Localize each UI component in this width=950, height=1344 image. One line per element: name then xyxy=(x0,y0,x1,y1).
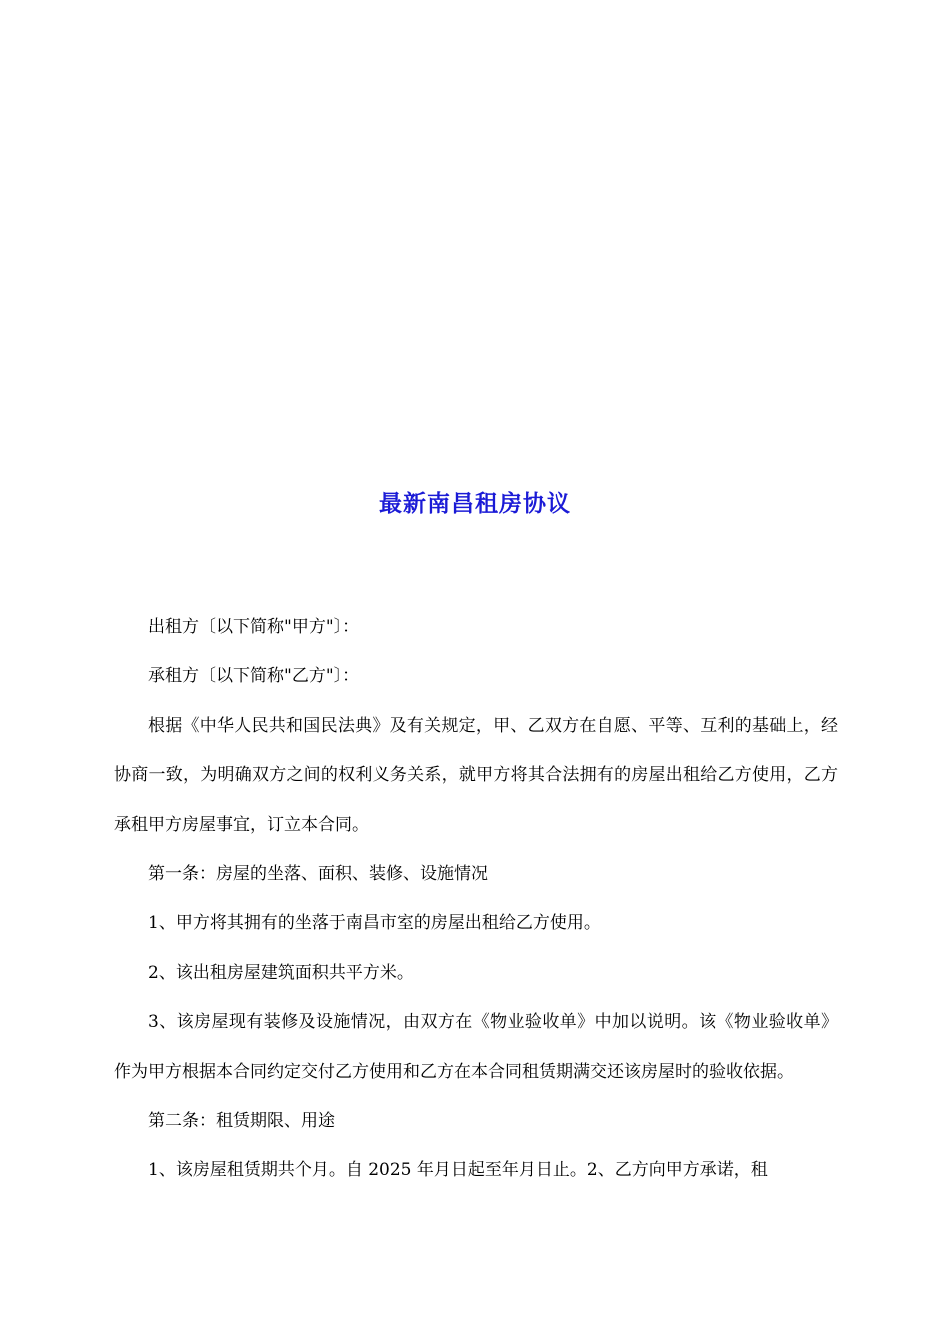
paragraph-preamble: 根据《中华人民共和国民法典》及有关规定，甲、乙双方在自愿、平等、互利的基础上，经协商一致，为明确双方之间的权利义务关系，就甲方将其合法拥有的房屋出租给乙方使用，乙方承租甲方房屋事宜，订立本合同。 xyxy=(114,715,838,835)
document-title: 最新南昌租房协议 xyxy=(379,491,571,517)
document-body xyxy=(114,603,838,1196)
paragraph-article-1-item-3: 3、该房屋现有装修及设施情况，由双方在《物业验收单》中加以说明。该《物业验收单》作为甲方根据本合同约定交付乙方使用和乙方在本合同租赁期满交还该房屋时的验收依据。 xyxy=(114,1012,838,1082)
paragraph-lessor: 出租方〔以下简称"甲方"〕： xyxy=(148,617,360,637)
paragraph-article-1-item-2: 2、该出租房屋建筑面积共平方米。 xyxy=(148,962,414,983)
paragraph-lessee: 承租方〔以下简称"乙方"〕： xyxy=(148,666,360,687)
paragraph-article-1-item-1: 1、甲方将其拥有的坐落于南昌市室的房屋出租给乙方使用。 xyxy=(148,913,601,934)
paragraph-article-2-heading: 第二条：租赁期限、用途 xyxy=(148,1111,335,1132)
paragraph-article-2-item-1: 1、该房屋租赁期共个月。自 2025 年月日起至年月日止。2、乙方向甲方承诺，租 xyxy=(148,1160,768,1181)
paragraph-article-1-heading: 第一条：房屋的坐落、面积、装修、设施情况 xyxy=(148,864,488,885)
